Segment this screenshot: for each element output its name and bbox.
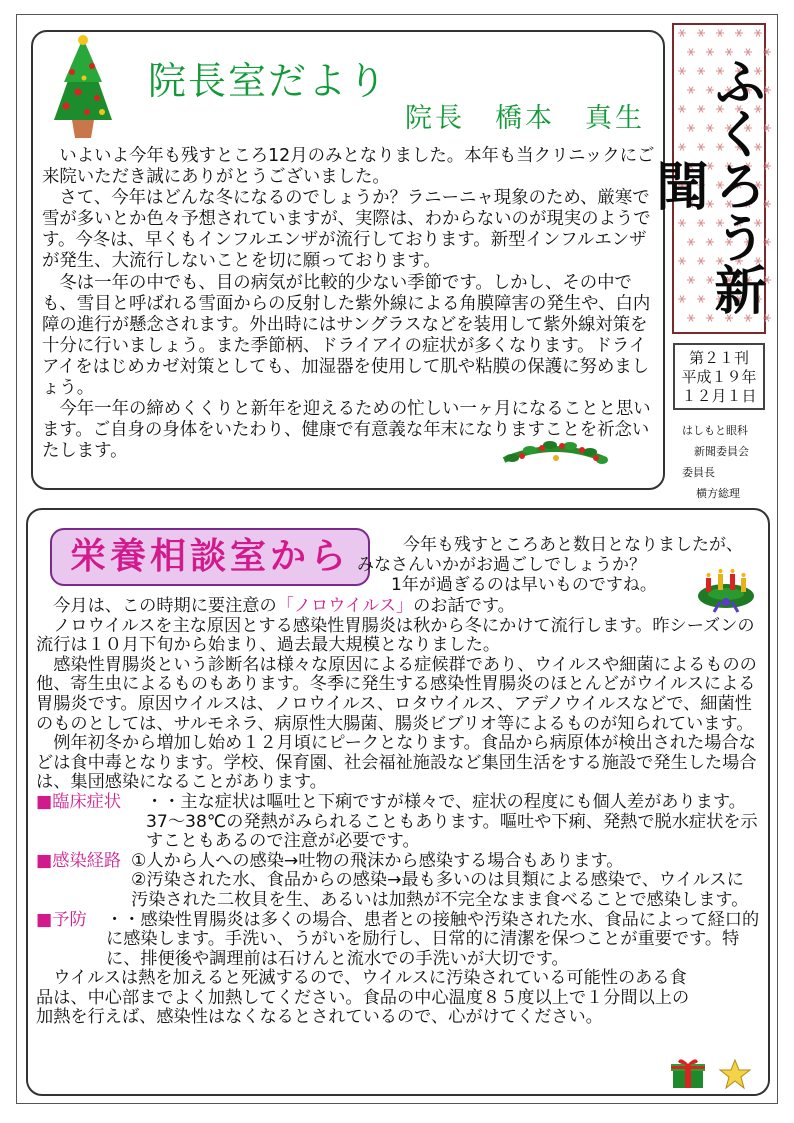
topic-highlight: 「ノロウイルス」 [276,596,414,616]
chair-name: 横方総理 [696,487,740,500]
topic-suffix: のお話です。 [413,596,515,616]
nutrition-intro [357,535,743,595]
prevention-section [36,911,760,970]
director-title: 院長室だより [148,59,389,103]
issue-era: 平成１９年 [681,368,757,386]
chair-title: 委員長 [682,466,715,479]
route-item-1: ①人から人への感染→吐物の飛沫から感染する場合もあります。 [131,850,624,871]
director-body [42,146,658,462]
route-item-2: ②汚染された水、食品からの感染→最も多いのは貝類による感染で、ウイルスに汚染された二枚貝を生、あるいは加熱が不完全なまま食べることで感染します。 [131,870,749,910]
nutrition-body [36,597,760,1028]
square-bullet-icon: ■ [36,850,53,871]
director-author: 院長 橋本 真生 [405,103,645,134]
intro-line: みなさんいかがお過ごしでしょうか？ [357,555,646,575]
director-paragraph: いよいよ今年も残すところ12月のみとなりました。本年も当クリニックにご来院いただき誠にありがとうございました。 [42,146,655,188]
route-section [36,852,760,911]
prevention-heading [36,911,87,931]
nutrition-paragraph: ノロウイルスを主な原因とする感染性胃腸炎は秋から冬にかけて流行します。昨シーズンの流行は１０月下旬から始まり、過去最大規模となりました。 [36,615,755,656]
route-label: 感染経路 [52,850,122,871]
clinic-name: はしもと眼科 [682,424,748,437]
topic-line [36,597,760,617]
snowflake-icon [735,30,743,37]
square-bullet-icon: ■ [36,909,53,930]
nutrition-paragraph: 感染性胃腸炎という診断名は様々な原因による症候群であり、ウイルスや細菌によるものの他、寄生虫によるものもあります。冬季に発生する感染性胃腸炎のほとんどがウイルスによる胃腸炎です。原因ウイルスは、ノロウイルス、ロタウイルス、アデノウイルスなどで、細菌性のものとしては、サルモネラ、病原性大腸菌、腸炎ビブリオ等によるものが知られています。 [36,654,757,734]
prevention-label: 予防 [52,909,87,930]
committee-name: 新聞委員会 [694,445,749,458]
newsletter-name: ふくろう新聞 [647,55,766,315]
director-paragraph: 今年一年の締めくくりと新年を迎えるための忙しい一ヶ月になることと思います。ご自身の身体をいたわり、健康で有意義な年末になりますことを祈念いたします。 [42,399,651,462]
snowflake-icon [697,30,705,37]
symptoms-heading [36,793,121,813]
symptoms-section [36,793,760,852]
nutrition-paragraph: 例年初冬から増加し始め１２月頃にピークとなります。食品から病原体が検出された場合などは食中毒となります。学校、保育園、社会福祉施設など集団生活をする施設で発生した場合は、集団感染になることがあります。 [36,733,757,793]
christmas-tree-icon [42,32,124,140]
nutrition-title: 栄養相談室から [50,528,370,586]
snowflake-icon [716,30,724,37]
topic-prefix: 今月は、この時期に要注意の [53,596,277,616]
snowflake-icon [754,30,762,37]
prevention-text: ・・感染性胃腸炎は多くの場合、患者との接触や汚染された水、食品によって経口的に感染します。手洗い、うがいを励行し、日常的に清潔を保つことが重要です。特に、排便後や調理前は石けんと流水での手洗いが大切です。 [106,909,760,969]
clinic-credits [682,420,749,504]
issue-info-box [673,343,765,410]
snowflake-icon [678,30,686,37]
square-bullet-icon: ■ [36,791,53,812]
intro-line: 今年も残すところあと数日となりましたが、 [403,535,743,555]
issue-date: １２月１日 [681,387,757,405]
masthead [647,23,766,334]
symptoms-label: 臨床症状 [52,791,122,812]
holly-garland-icon [500,436,610,474]
symptoms-text: ・・主な症状は嘔吐と下痢ですが様々で、症状の程度にも個人差があります。37～38℃の発熱がみられることもあります。嘔吐や下痢、発熱で脱水症状を示すこともあるので注意が必要です。 [146,791,758,852]
director-paragraph: 冬は一年の中でも、目の病気が比較的少ない季節です。しかし、その中でも、雪目と呼ばれる雪面からの反射した紫外線による角膜障害の発生や、白内障の進行が懸念されます。外出時にはサングラスなどを装用して紫外線対策を十分に行いましょう。また季節柄、ドライアイの症状が多くなります。ドライアイをはじめカゼ対策としても、加湿器を使用して肌や粘膜の保護に努めましょう。 [42,272,651,399]
gift-box-icon [670,1056,706,1090]
closing-paragraph: ウイルスは熱を加えると死滅するので、ウイルスに汚染されている可能性のある食品は、中心部までよく加熱してください。食品の中心温度８５度以上で１分間以上の加熱を行えば、感染性はなくなるとされているので、心がけてください。 [36,968,690,1028]
issue-number: 第２１刊 [688,349,749,367]
intro-line: 1年が過ぎるのは早いものですね。 [391,575,657,595]
director-paragraph: さて、今年はどんな冬になるのでしょうか？ラニーニャ現象のため、厳寒で雪が多いとか色々予想されていますが、実際は、わからないのが現実のようです。今冬は、早くもインフルエンザが流行しております。新型インフルエンザが発生、大流行しないことを切に願っております。 [42,188,651,272]
route-heading [36,852,121,872]
star-ornament-icon [718,1058,752,1090]
